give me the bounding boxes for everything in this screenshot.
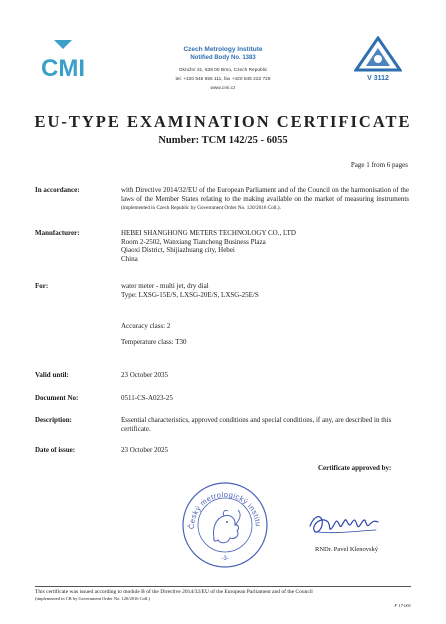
contact-line: tel. +420 545 555 111, fax +420 545 222 728 [175, 77, 271, 82]
accordance-label: In accordance: [35, 186, 80, 194]
document-label: Document No: [35, 394, 79, 402]
certificate-number: Number: TCM 142/25 - 6055 [158, 135, 288, 146]
institute-name: Czech Metrology Institute [183, 46, 263, 53]
svg-text:CMI: CMI [41, 55, 85, 80]
address-line: Okružní 31, 638 00 Brno, Czech Republic [178, 68, 268, 73]
manufacturer-label: Manufacturer: [35, 229, 80, 237]
document-value: 0511-CS-A023-25 [121, 394, 173, 402]
svg-text:Český metrologický institut: Český metrologický institu [186, 489, 264, 530]
certificate-title: EU-TYPE EXAMINATION CERTIFICATE [34, 112, 412, 131]
for-block [121, 282, 409, 299]
svg-text:V 3112: V 3112 [367, 75, 389, 82]
issue-label: Date of issue: [35, 446, 76, 454]
website-line: www.cmi.cz [210, 86, 236, 91]
manufacturer-block [121, 229, 409, 263]
footer-implementation: (implemented in CR by Government Order No. 120/2016 Coll.) [35, 595, 150, 601]
page-info: Page 1 from 6 pages [350, 161, 408, 169]
valid-value: 23 October 2035 [121, 371, 169, 379]
temperature-class: Temperature class: T30 [121, 338, 187, 346]
valid-label: Valid until: [35, 371, 69, 379]
notified-body: Notified Body No. 1383 [190, 55, 256, 61]
instrument-line: water meter - multi jet, dry dial [121, 282, 209, 290]
manufacturer-line: China [121, 254, 138, 263]
issue-value: 23 October 2025 [121, 446, 169, 454]
type-line: Type: LXSG-15E/S, LXSG-20E/S, LXSG-25E/S [121, 290, 259, 299]
accreditation-badge [354, 36, 402, 82]
accuracy-class: Accuracy class: 2 [121, 322, 171, 330]
svg-text:-3-: -3- [221, 556, 229, 562]
description-value: Essential characteristics, approved conditions and special conditions, if any, are described in this certificate. [121, 416, 392, 433]
signer-name: RNDr. Pavel Klenovský [315, 546, 379, 553]
form-code: F 17-001 [394, 603, 411, 608]
footer-note [35, 586, 411, 602]
accordance-main: with Directive 2014/32/EU of the European Parliament and of the Council on the harmonisation of the laws of the Member States relating to the making available on the market of measuring instruments [121, 186, 409, 203]
handwritten-signature [306, 502, 386, 542]
manufacturer-line: Room 2-2502, Wanxiang Tiancheng Business Plaza [121, 237, 266, 246]
approved-by-label: Certificate approved by: [318, 464, 392, 472]
official-stamp [180, 480, 270, 570]
manufacturer-line: Qiaoxi District, Shijiazhuang city, Hebei [121, 246, 235, 255]
manufacturer-line: HEBEI SHANGHONG METERS TECHNOLOGY CO., LTD [121, 229, 296, 237]
accordance-text [121, 186, 409, 213]
footer-text: This certificate was issued according to module B of the Directive 2014/32/EU of the European Parliament and of the Council [35, 589, 313, 595]
accordance-note: (implemented in Czech Republic by Government Order No. 120/2016 Coll.). [121, 205, 281, 212]
for-label: For: [35, 282, 49, 290]
description-label: Description: [35, 416, 72, 424]
